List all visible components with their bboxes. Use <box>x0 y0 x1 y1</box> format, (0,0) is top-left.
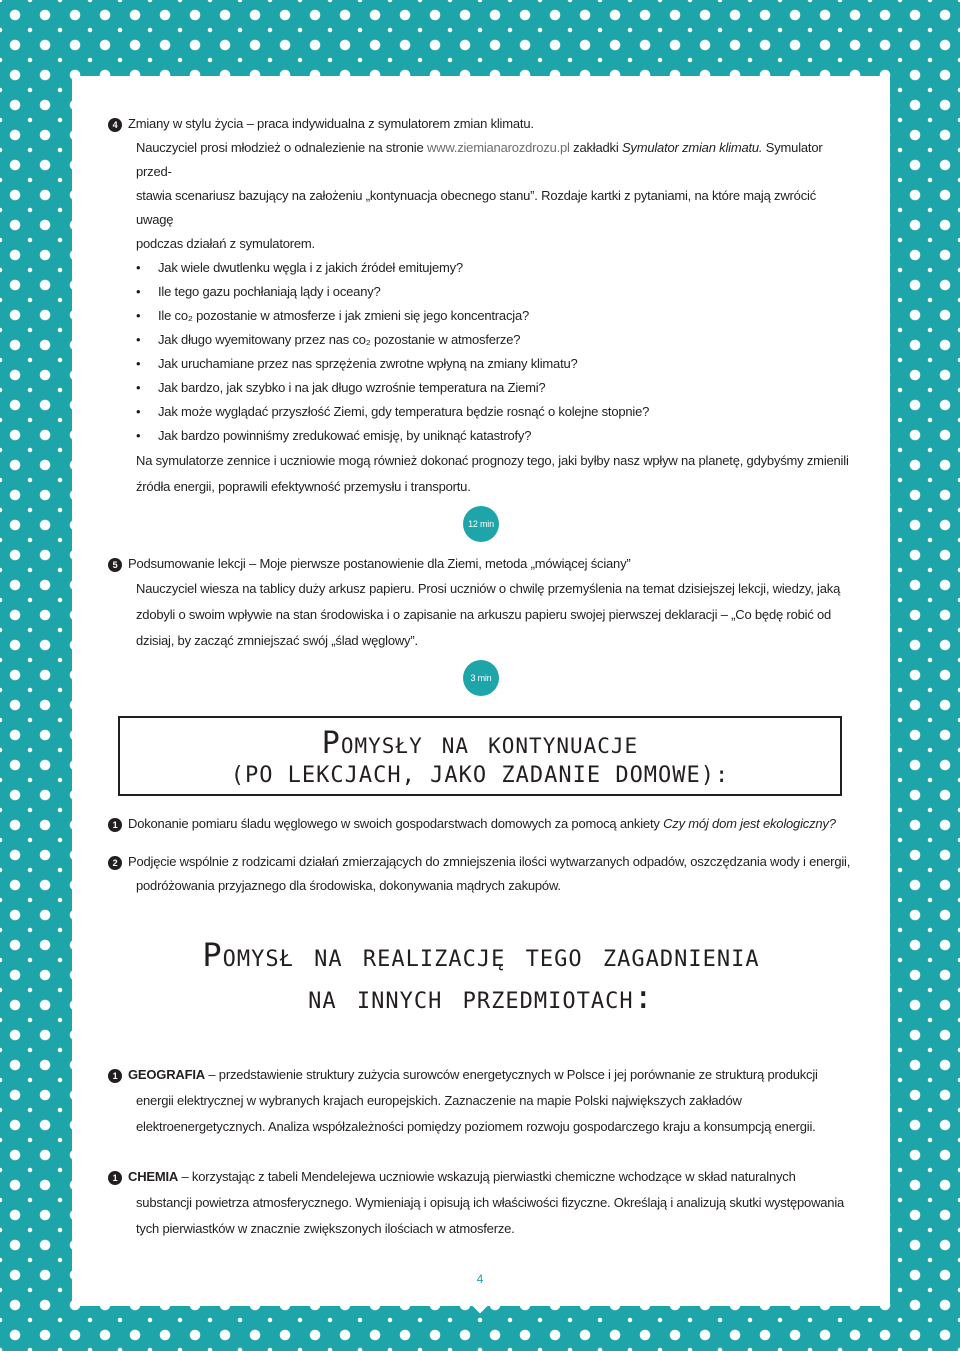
section-4 <box>108 112 854 542</box>
list-item <box>108 1164 854 1242</box>
section-text: Nauczyciel wiesza na tablicy duży arkusz papieru. Prosi uczniów o chwilę przemyślenia na temat dzisiejszej lekcji, wiedzy, jaką zdobyli o swoim wpływie na stan środowiska i o zapisanie na arkuszu papieru swojej pierwszej deklaracji – „Co będę robić od dzisiaj, by zacząć zmniejszać swój „ślad węglowy”. <box>136 581 841 648</box>
list-item <box>108 1062 854 1140</box>
subject-name: CHEMIA <box>128 1169 179 1184</box>
item-emphasis: Czy mój dom jest ekologiczny? <box>663 816 836 831</box>
page-number: 4 <box>476 1272 484 1286</box>
section-text: Na symulatorze zennice i uczniowie mogą również dokonać prognozy tego, jaki byłby nasz wpływ na planetę, gdybyśmy zmienili źródła energii, poprawili efektywność przemysłu i transportu. <box>136 453 849 494</box>
step-number: 1 <box>108 1171 122 1185</box>
step-number: 2 <box>108 856 122 870</box>
list-item: • Jak bardzo powinniśmy zredukować emisję, by uniknąć katastrofy? <box>136 424 854 448</box>
heading-title: Pomysły na kontynuacje <box>321 726 639 761</box>
heading-subtitle: (PO LEKCJACH, JAKO ZADANIE DOMOWE): <box>230 763 730 788</box>
subjects-heading <box>108 934 854 1018</box>
item-text: – przedstawienie struktury zużycia surowców energetycznych w Polsce i jej porównanie ze strukturą produkcji energii elektrycznej w wybranych krajach europejskich. Zaznaczenie na mapie Polski największych zakładów elektroenergetycznych. Analiza współzależności pomiędzy poziomem rozwoju gospodarczego kraju a konsumpcją energii. <box>136 1067 818 1134</box>
list-item <box>108 812 854 836</box>
text-emphasis: Symulator zmian klimatu. <box>621 140 763 155</box>
website-link[interactable]: www.ziemianarozdrozu.pl <box>426 140 570 155</box>
section-text: podczas działań z symulatorem. <box>136 236 315 251</box>
question-list <box>108 256 854 448</box>
heading-title: Pomysł na realizację tego zagadnienia <box>202 936 760 974</box>
continuation-list <box>108 812 854 898</box>
list-item: • Ile tego gazu pochłaniają lądy i oceany? <box>136 280 854 304</box>
continuation-heading <box>118 716 842 796</box>
list-item: • Ile co₂ pozostanie w atmosferze i jak zmieni się jego koncentracja? <box>136 304 854 328</box>
page-sheet <box>72 76 890 1306</box>
step-number: 5 <box>108 558 122 572</box>
list-item: • Jak długo wyemitowany przez nas co₂ pozostanie w atmosferze? <box>136 328 854 352</box>
list-item: • Jak wiele dwutlenku węgla i z jakich źródeł emitujemy? <box>136 256 854 280</box>
item-text: – korzystając z tabeli Mendelejewa uczniowie wskazują pierwiastki chemiczne wchodzące w skład naturalnych substancji powietrza atmosferycznego. Wymieniają i opisują ich właściwości fizyczne. Określają i analizują skutki występowania tych pierwiastków w znacznie zwiększonych ilościach w atmosferze. <box>136 1169 845 1236</box>
section-title: Podsumowanie lekcji – Moje pierwsze postanowienie dla Ziemi, metoda „mówiącej ściany” <box>128 556 631 571</box>
time-badge: 3 min <box>463 660 499 696</box>
section-5 <box>108 552 854 696</box>
text-run: Nauczyciel prosi młodzież o odnalezienie na stronie <box>136 140 427 155</box>
content <box>108 112 854 1256</box>
list-item <box>108 850 854 898</box>
heading-title: na innych przedmiotach: <box>308 978 654 1016</box>
list-item: • Jak uruchamiane przez nas sprzężenia zwrotne wpłyną na zmiany klimatu? <box>136 352 854 376</box>
step-number: 4 <box>108 118 122 132</box>
item-text: Podjęcie wspólnie z rodzicami działań zmierzających do zmniejszenia ilości wytwarzanych odpadów, oszczędzania wody i energii, podróżowania przyjaznego dla środowiska, dokonywania mądrych zakupów. <box>128 854 851 893</box>
item-text: Dokonanie pomiaru śladu węglowego w swoich gospodarstwach domowych za pomocą ankiety <box>128 816 664 831</box>
section-text: stawia scenariusz bazujący na założeniu „kontynuacja obecnego stanu”. Rozdaje kartki z pytaniami, na które mają zwrócić uwagę <box>136 188 816 227</box>
section-text <box>108 136 854 184</box>
subjects-list <box>108 1062 854 1242</box>
step-number: 1 <box>108 818 122 832</box>
section-title: Zmiany w stylu życia – praca indywidualna z symulatorem zmian klimatu. <box>128 116 534 131</box>
list-item: • Jak bardzo, jak szybko i na jak długo wzrośnie temperatura na Ziemi? <box>136 376 854 400</box>
time-badge: 12 min <box>463 506 499 542</box>
text-run: Symulator przed- <box>136 140 823 179</box>
text-run: zakładki <box>569 140 622 155</box>
step-number: 1 <box>108 1069 122 1083</box>
subject-name: GEOGRAFIA <box>128 1067 205 1082</box>
list-item: • Jak może wyglądać przyszłość Ziemi, gdy temperatura będzie rosnąć o kolejne stopnie? <box>136 400 854 424</box>
